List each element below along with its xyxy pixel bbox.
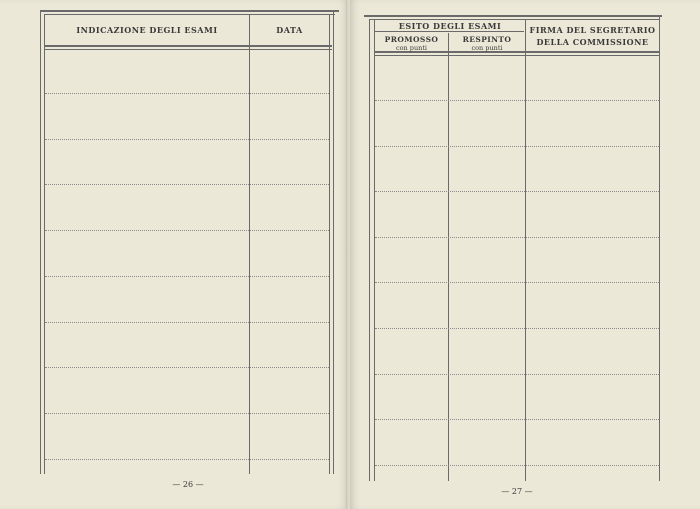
left-border-inner xyxy=(374,19,375,481)
page-number: — 26 — xyxy=(172,480,204,489)
header-rule xyxy=(44,45,332,47)
row-separator xyxy=(375,237,659,238)
signature-line-1: FIRMA DEL SEGRETARIO xyxy=(529,25,656,35)
row-separator xyxy=(45,413,329,414)
row-separator xyxy=(375,191,659,192)
header-promoted xyxy=(375,35,448,52)
page-number: — 27 — xyxy=(501,487,533,496)
right-border xyxy=(333,10,334,474)
header-exam: INDICAZIONE DEGLI ESAMI xyxy=(76,25,218,35)
outcome-rule xyxy=(374,31,524,32)
left-border xyxy=(369,19,370,481)
right-border-inner xyxy=(329,14,330,474)
row-separator xyxy=(375,374,659,375)
top-rule-thin xyxy=(44,14,335,15)
row-separator xyxy=(375,328,659,329)
header-date: DATA xyxy=(276,25,303,35)
left-page xyxy=(0,0,348,509)
row-separator xyxy=(45,322,329,323)
promoted-label: PROMOSSO xyxy=(384,35,439,44)
right-page xyxy=(350,0,700,509)
row-separator xyxy=(45,276,329,277)
row-separator xyxy=(45,139,329,140)
top-rule xyxy=(364,15,662,17)
header-rule-thin xyxy=(44,49,332,50)
signature-line-2: DELLA COMMISSIONE xyxy=(536,37,649,47)
column-divider xyxy=(249,14,250,474)
promoted-sub: con punti xyxy=(395,44,428,52)
row-separator xyxy=(375,146,659,147)
row-separator xyxy=(375,465,659,466)
row-separator xyxy=(45,184,329,185)
row-separator xyxy=(45,367,329,368)
header-outcome: ESITO DEGLI ESAMI xyxy=(398,21,502,31)
top-rule-thin xyxy=(369,19,659,20)
top-rule xyxy=(40,10,339,12)
rejected-sub: con punti xyxy=(471,44,503,52)
row-separator xyxy=(45,459,329,460)
header-rule-thin xyxy=(374,55,659,56)
row-separator xyxy=(375,419,659,420)
row-separator xyxy=(375,100,659,101)
header-rejected xyxy=(449,35,525,52)
header-signature xyxy=(526,25,659,47)
right-border xyxy=(659,17,660,481)
rejected-label: RESPINTO xyxy=(462,35,512,44)
row-separator xyxy=(45,93,329,94)
left-border xyxy=(40,10,41,474)
row-separator xyxy=(375,282,659,283)
left-border-inner xyxy=(44,14,45,474)
column-divider-2 xyxy=(525,19,526,481)
row-separator xyxy=(45,230,329,231)
